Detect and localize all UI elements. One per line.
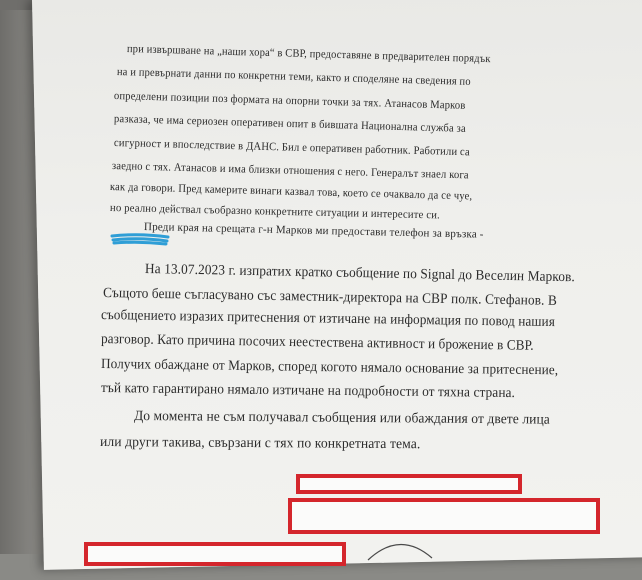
text-line: определени позиции поз формата на опорни точки за тях. Атанасов Марков xyxy=(113,90,466,112)
text-line: или други такива, свързани с тях по конкретната тема. xyxy=(99,434,421,453)
blue-redaction-mark xyxy=(110,232,170,246)
text-line: на и превърнати данни по конкретни теми, както и споделяне на сведения по xyxy=(116,66,471,88)
text-line: Получих обаждане от Марков, според когото нямало основание за притеснение, xyxy=(100,356,559,379)
text-line: съобщението изразих притеснения от изтичане на информация по повод нашия xyxy=(100,307,556,331)
text-line: Преди края на срещата г-н Марков ми предостави телефон за връзка - xyxy=(143,221,484,241)
text-line: тъй като гарантирано нямало изтичане на подробности от тяхна страна. xyxy=(100,380,516,402)
redaction-box xyxy=(288,498,600,534)
redaction-box xyxy=(296,474,522,494)
text-line: но реално действал съобразно конкретните ситуации и интересите си. xyxy=(109,202,441,222)
text-line: заедно с тях. Атанасов и има близки отношения с него. Генералът знаел кога xyxy=(111,160,469,182)
text-line: сигурност и впоследствие в ДАНС. Бил е оперативен работник. Работили са xyxy=(113,137,471,159)
text-line: разговор. Като причина посочих неестествена активност и брожение в СВР. xyxy=(100,331,534,354)
text-line: Същото беше съгласувано със заместник-директора на СВР полк. Стефанов. В xyxy=(102,285,558,309)
text-line: при извършване на „наши хора“ в СВР, предоставяне в предварителен порядък xyxy=(126,43,491,66)
text-line: До момента не съм получавал съобщения или обаждания от двете лица xyxy=(133,408,550,428)
redaction-box xyxy=(84,542,346,566)
text-line: как да говори. Пред камерите винаги казвал това, което се очаквало да се чуе, xyxy=(109,181,473,203)
text-line: На 13.07.2023 г. изпратих кратко съобщение по Signal до Веселин Марков. xyxy=(144,261,576,286)
text-line: разказа, че има сериозен оперативен опит в бившата Национална служба за xyxy=(113,113,466,135)
